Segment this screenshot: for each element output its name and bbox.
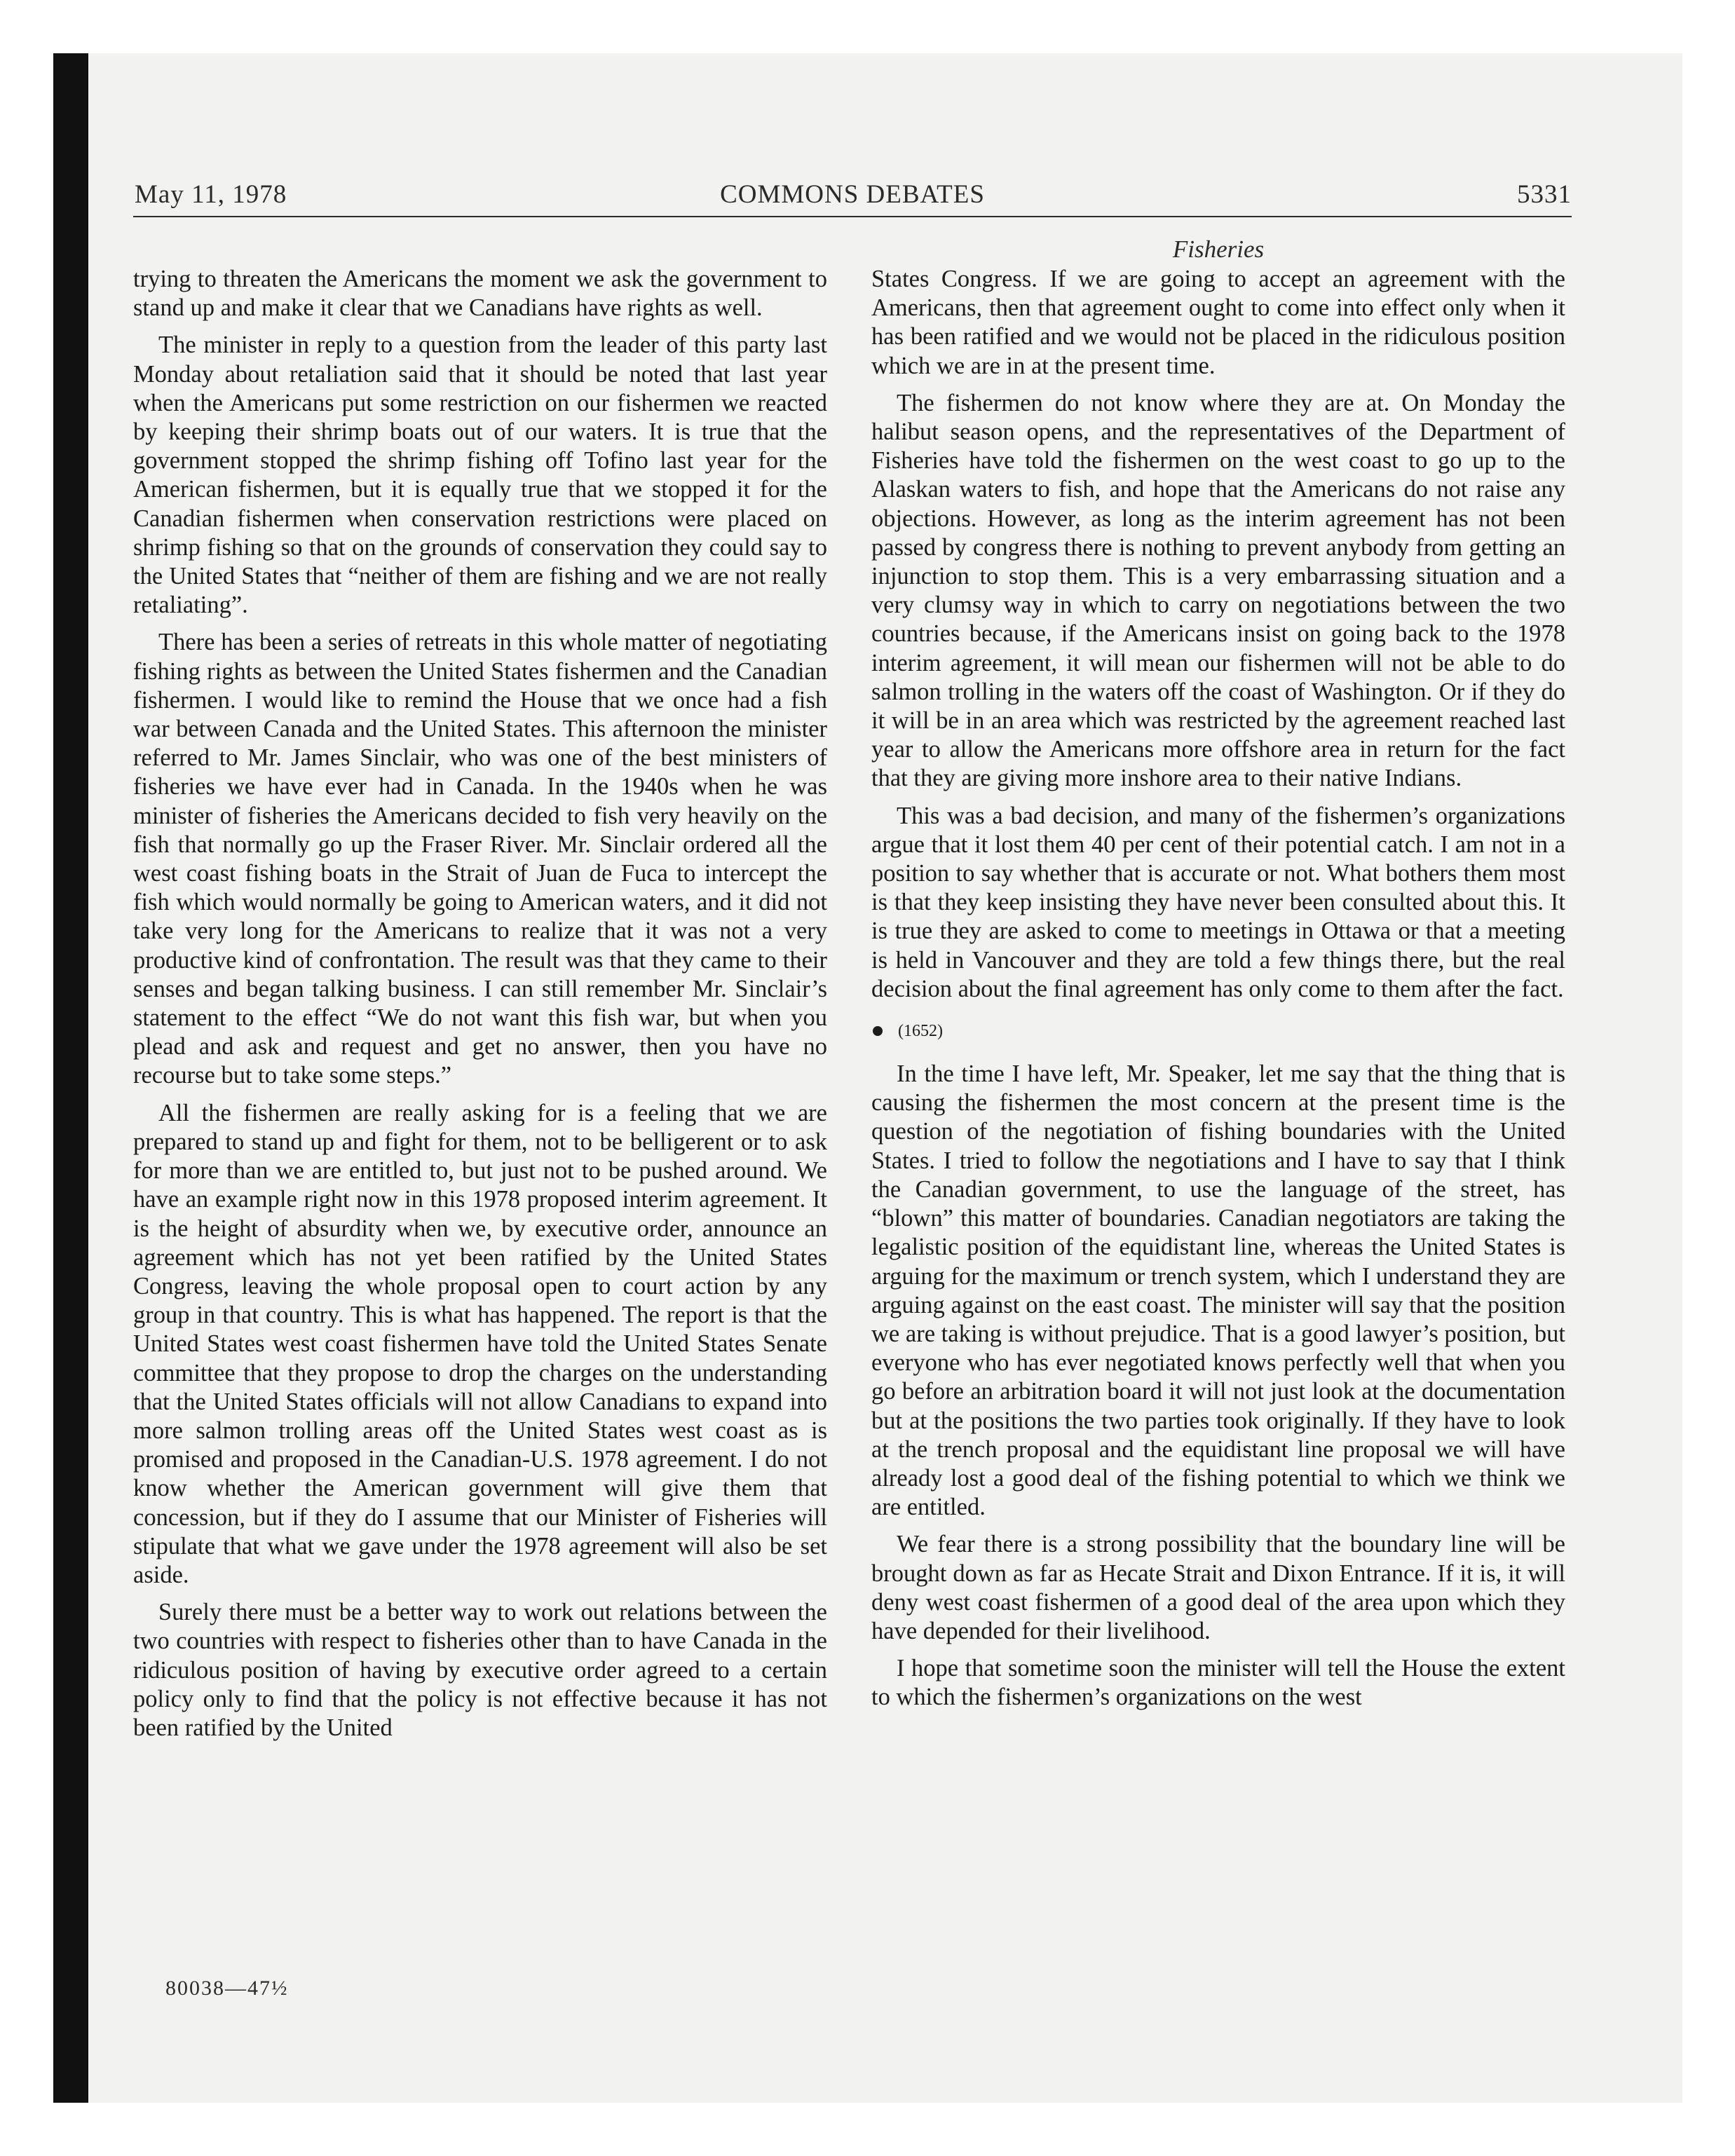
time-marker (871, 1021, 1565, 1042)
paragraph: The minister in reply to a question from the leader of this party last Monday about retaliation said that it should be noted that last year when the Americans put some restriction on our fishermen we reacted by keeping their shrimp boats out of our waters. It is true that the government stopped the shrimp fishing off Tofino last year for the American fishermen, but it is equally true that we stopped it for the Canadian fishermen when conservation restrictions were placed on shrimp fishing so that on the grounds of conservation they could say to the United States that “neither of them are fishing and we are not really retaliating”. (133, 332, 827, 619)
left-column (133, 265, 827, 1751)
paragraph: All the fishermen are really asking for is a feeling that we are prepared to stand up and fight for them, not to be belligerent or to ask for more than we are entitled to, but just not to be pushed around. We have an example right now in this 1978 proposed interim agreement. It is the height of absurdity when we, by executive order, announce an agreement which has not yet been ratified by the United States Congress, leaving the whole proposal open to court action by any group in that country. This is what has happened. The report is that the United States west coast fishermen have told the United States Senate committee that they propose to drop the charges on the understanding that the United States officials will not allow Canadians to expand into more salmon trolling areas off the United States west coast as is promised and proposed in the Canadian-U.S. 1978 agreement. I do not know whether the American government will give them that concession, but if they do I assume that our Minister of Fisheries will stipulate that what we gave under the 1978 agreement will also be set aside. (133, 1099, 827, 1588)
running-header (133, 179, 1572, 217)
paragraph: States Congress. If we are going to accept an agreement with the Americans, then that agreement ought to come into effect only when it has been ratified and we would not be placed in the ridiculous position which we are in at the present time. (871, 266, 1565, 379)
paragraph: I hope that sometime soon the minister will tell the House the extent to which the fishermen’s organizations on the west (871, 1655, 1565, 1711)
right-column (871, 265, 1565, 1721)
paragraph: We fear there is a strong possibility that the boundary line will be brought down as far as Hecate Strait and Dixon Entrance. If it is, it will deny west coast fishermen of a good deal of the area upon which they have depended for their livelihood. (871, 1531, 1565, 1644)
paragraph: There has been a series of retreats in this whole matter of negotiating fishing rights as between the United States fishermen and the Canadian fishermen. I would like to remind the House that we once had a fish war between Canada and the United States. This afternoon the minister referred to Mr. James Sinclair, who was one of the best ministers of fisheries we have ever had in Canada. In the 1940s when he was minister of fisheries the Americans decided to fish very heavily on the fish that normally go up the Fraser River. Mr. Sinclair ordered all the west coast fishing boats in the Strait of Juan de Fuca to intercept the fish which would normally be going to American waters, and it did not take very long for the Americans to realize that it was not a very productive kind of confrontation. The result was that they came to their senses and began talking business. I can still remember Mr. Sinclair’s statement to the effect “We do not want this fish war, but when you plead and ask and request and get no answer, then you have no recourse but to take some steps.” (133, 629, 827, 1089)
paragraph: trying to threaten the Americans the moment we ask the government to stand up and make it clear that we Canadians have rights as well. (133, 266, 827, 322)
header-date: May 11, 1978 (135, 180, 287, 209)
paragraph: Surely there must be a better way to work out relations between the two countries with respect to fisheries other than to have Canada in the ridiculous position of having by executive order agreed to a certain policy only to find that the policy is not effective because it has not been ratified by the United (133, 1599, 827, 1741)
paragraph: The fishermen do not know where they are at. On Monday the halibut season opens, and the representatives of the Department of Fisheries have told the fishermen on the west coast to go up to the Alaskan waters to fish, and hope that the Americans do not raise any objections. However, as long as the interim agreement has not been passed by congress there is nothing to prevent anybody from getting an injunction to stop them. This is a very embarrassing situation and a very clumsy way in which to carry on negotiations between the two countries because, if the Americans insist on going back to the 1978 interim agreement, it will mean our fishermen will not be able to do salmon trolling in the waters off the coast of Washington. Or if they do it will be in an area which was restricted by the agreement reached last year to allow the Americans more offshore area in return for the fact that they are giving more inshore area to their native Indians. (871, 389, 1565, 792)
section-title: Fisheries (1172, 236, 1265, 263)
paragraph: In the time I have left, Mr. Speaker, let me say that the thing that is causing the fishermen the most concern at the present time is the question of the negotiation of fishing boundaries with the United States. I tried to follow the negotiations and I have to say that I think the Canadian government, to use the language of the street, has “blown” this matter of boundaries. Canadian negotiators are taking the legalistic position of the equidistant line, whereas the United States is arguing for the maximum or trench system, which I understand they are arguing against on the east coast. The minister will say that the position we are taking is without prejudice. That is a good lawyer’s position, but everyone who has ever negotiated knows perfectly well that when you go before an arbitration board it will not just look at the documentation but at the positions the two parties took originally. If they have to look at the trench proposal and the equidistant line proposal we will have already lost a good deal of the fishing potential to which we think we are entitled. (871, 1060, 1566, 1521)
bullet-icon (873, 1026, 883, 1036)
time-marker-label: (1652) (898, 1022, 943, 1041)
paragraph: This was a bad decision, and many of the fishermen’s organizations argue that it lost them 40 per cent of their potential catch. I am not in a position to say whether that is accurate or not. What bothers them most is that they keep insisting they have never been consulted about this. It is true they are asked to come to meetings in Ottawa or that a meeting is held in Vancouver and they are told a few things there, but the real decision about the final agreement has only come to them after the fact. (871, 802, 1565, 1002)
header-publication: COMMONS DEBATES (720, 180, 985, 209)
printer-code-footer: 80038—47½ (165, 1977, 289, 2000)
scan-border (53, 53, 88, 2103)
header-page-number: 5331 (1517, 180, 1572, 209)
